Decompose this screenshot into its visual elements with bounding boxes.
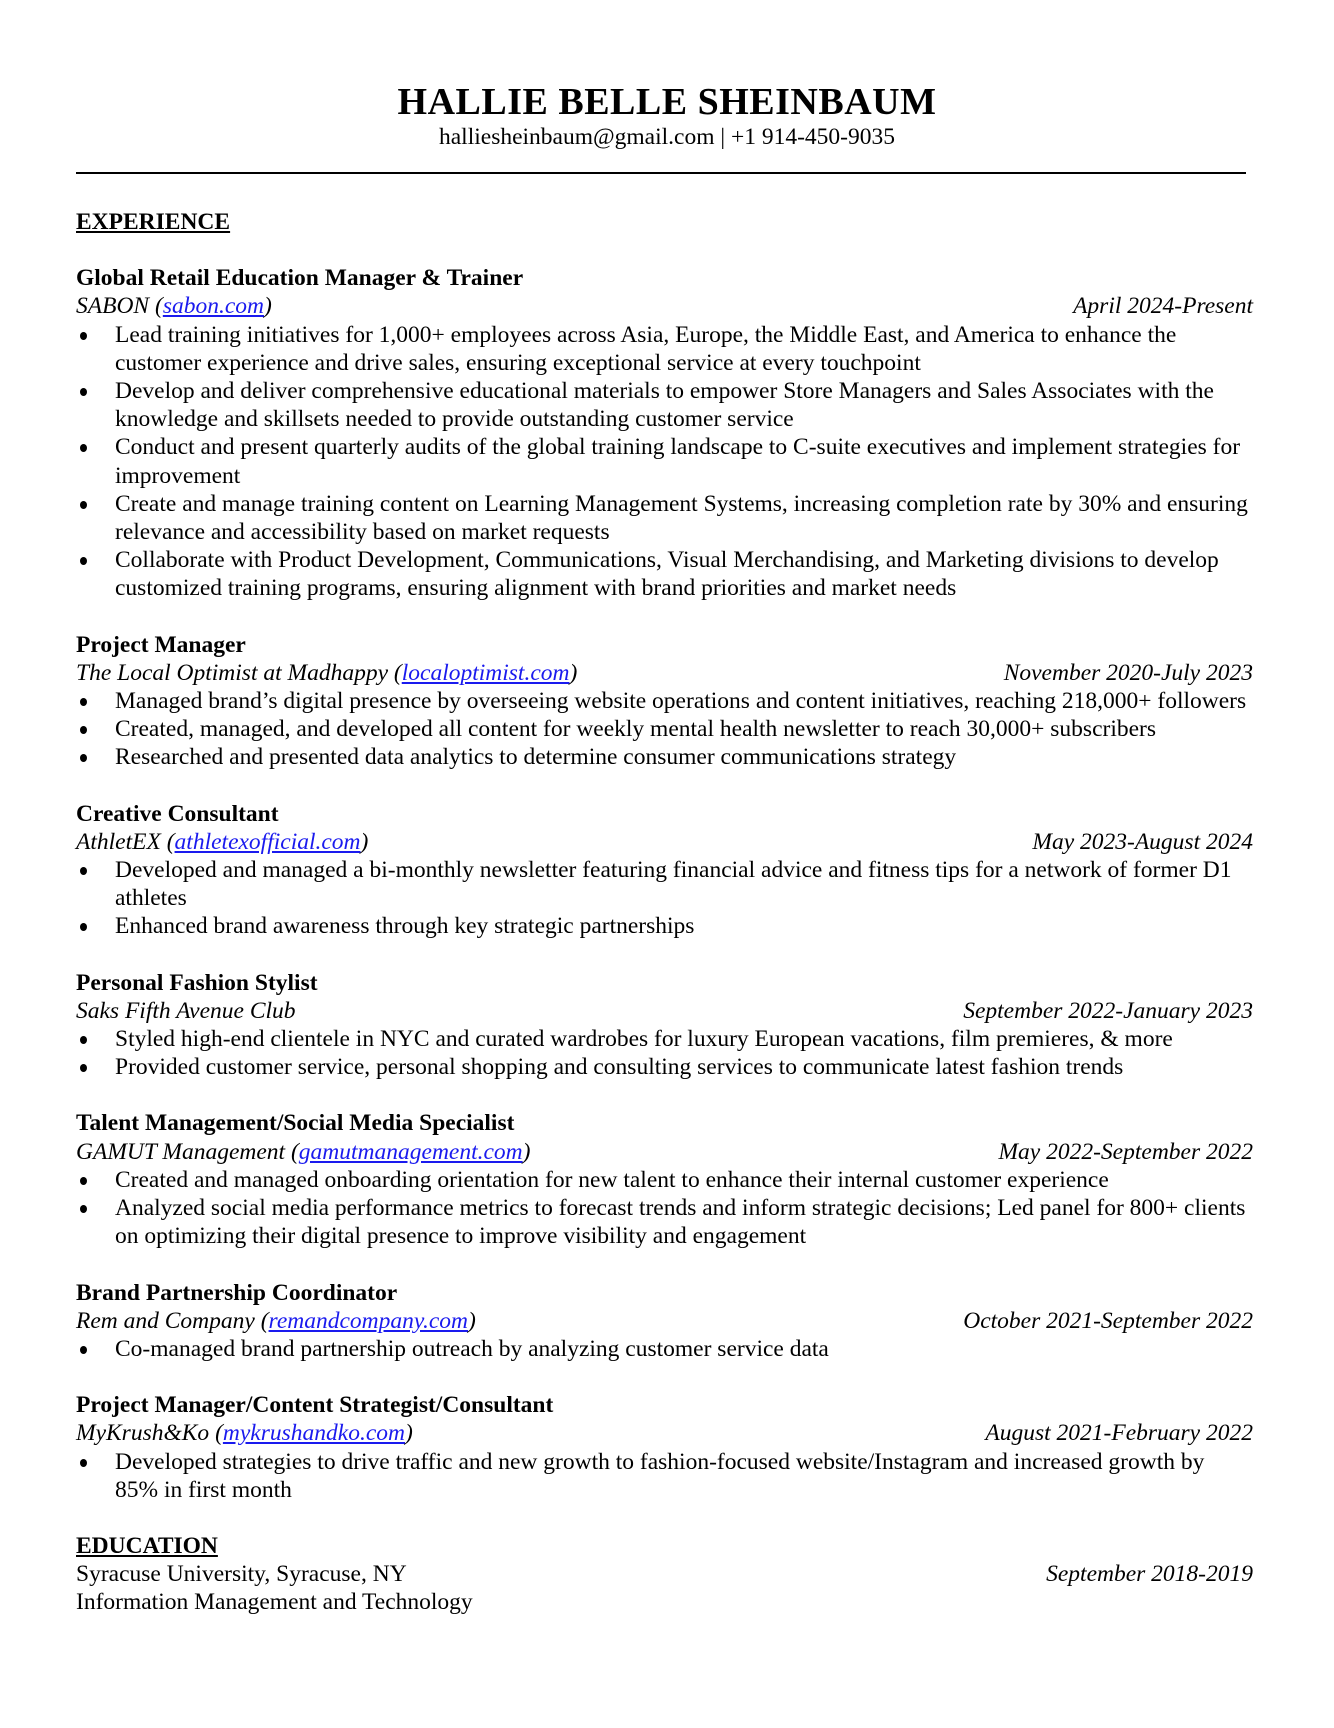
header-divider <box>76 172 1246 174</box>
bullet-item: Enhanced brand awareness through key strategic partnerships <box>115 912 1253 940</box>
job-title: Project Manager <box>76 631 246 658</box>
company: GAMUT Management (gamutmanagement.com) <box>76 1138 531 1165</box>
candidate-name: HALLIE BELLE SHEINBAUM <box>397 81 937 123</box>
job-bullets <box>76 321 1253 603</box>
job-meta <box>76 1138 1253 1166</box>
bullet-item: Managed brand’s digital presence by overseeing website operations and content initiatives, reaching 218,000+ followers <box>115 687 1253 715</box>
job-entry <box>76 969 1253 1082</box>
experience-list <box>76 264 1253 1504</box>
company-link[interactable]: mykrushandko.com <box>222 1420 405 1447</box>
bullet-item: Develop and deliver comprehensive educational materials to empower Store Managers and Sales Associates with the knowledge and skillsets needed to provide outstanding customer service <box>115 377 1253 433</box>
company: SABON (sabon.com) <box>76 293 272 320</box>
job-title: Project Manager/Content Strategist/Consultant <box>76 1392 554 1419</box>
job-meta <box>76 828 1253 856</box>
company-name: AthletEX <box>76 828 161 855</box>
company: AthletEX (athletexofficial.com) <box>76 828 369 855</box>
company-link[interactable]: gamutmanagement.com <box>298 1138 523 1165</box>
job-dates: September 2022-January 2023 <box>963 997 1253 1024</box>
job-title: Global Retail Education Manager & Trainer <box>76 265 524 292</box>
job-entry <box>76 1109 1253 1250</box>
job-dates: November 2020-July 2023 <box>1003 659 1253 686</box>
bullet-item: Co-managed brand partnership outreach by analyzing customer service data <box>115 1335 1253 1363</box>
bullet-item: Developed and managed a bi-monthly newsletter featuring financial advice and fitness tips for a network of former D1 athletes <box>115 856 1253 912</box>
job-title: Talent Management/Social Media Specialist <box>76 1110 515 1137</box>
bullet-item: Collaborate with Product Development, Communications, Visual Merchandising, and Marketing divisions to develop customized training programs, ensuring alignment with brand priorities and market needs <box>115 546 1253 602</box>
company-name: The Local Optimist at Madhappy <box>76 659 389 686</box>
company: MyKrush&Ko (mykrushandko.com) <box>76 1420 413 1447</box>
job-dates: October 2021-September 2022 <box>963 1307 1253 1334</box>
company-link[interactable]: localoptimist.com <box>401 659 570 686</box>
job-bullets <box>76 856 1253 941</box>
company-name: MyKrush&Ko <box>76 1420 210 1447</box>
bullet-item: Lead training initiatives for 1,000+ employees across Asia, Europe, the Middle East, and America to enhance the customer experience and drive sales, ensuring exceptional service at every touchpoint <box>115 321 1253 377</box>
bullet-item: Analyzed social media performance metrics to forecast trends and inform strategic decisions; Led panel for 800+ clients on optimizing their digital presence to improve visibility and engagement <box>115 1194 1253 1250</box>
bullet-item: Created and managed onboarding orientation for new talent to enhance their internal customer experience <box>115 1166 1253 1194</box>
job-meta <box>76 997 1253 1025</box>
company-link[interactable]: remandcompany.com <box>268 1307 469 1334</box>
company: Rem and Company (remandcompany.com) <box>76 1307 476 1334</box>
job-entry <box>76 631 1253 772</box>
job-entry <box>76 264 1253 602</box>
job-bullets <box>76 1335 1253 1363</box>
job-bullets <box>76 687 1253 772</box>
school: Syracuse University, Syracuse, NY <box>76 1561 407 1588</box>
bullet-item: Styled high-end clientele in NYC and curated wardrobes for luxury European vacations, film premieres, & more <box>115 1025 1253 1053</box>
job-bullets <box>76 1166 1253 1251</box>
company-name: Saks Fifth Avenue Club <box>76 997 296 1024</box>
job-dates: April 2024-Present <box>1073 293 1253 320</box>
job-bullets <box>76 1448 1253 1504</box>
education-row <box>76 1560 1253 1588</box>
company-name: GAMUT Management <box>76 1138 286 1165</box>
bullet-item: Developed strategies to drive traffic and new growth to fashion-focused website/Instagram and increased growth by 85% in first month <box>115 1448 1253 1504</box>
job-meta <box>76 659 1253 687</box>
company-name: Rem and Company <box>76 1307 255 1334</box>
job-bullets <box>76 1025 1253 1081</box>
job-meta <box>76 292 1253 320</box>
job-title: Brand Partnership Coordinator <box>76 1279 398 1306</box>
company-name: SABON <box>76 293 150 320</box>
job-entry <box>76 1391 1253 1504</box>
company: The Local Optimist at Madhappy (localoptimist.com) <box>76 659 578 686</box>
bullet-item: Create and manage training content on Learning Management Systems, increasing completion rate by 30% and ensuring relevance and accessibility based on market requests <box>115 490 1253 546</box>
company-link[interactable]: athletexofficial.com <box>174 828 361 855</box>
company <box>76 997 296 1025</box>
program: Information Management and Technology <box>76 1589 473 1616</box>
bullet-item: Created, managed, and developed all content for weekly mental health newsletter to reach 30,000+ subscribers <box>115 715 1253 743</box>
job-meta <box>76 1307 1253 1335</box>
job-entry <box>76 800 1253 941</box>
job-title: Creative Consultant <box>76 800 279 827</box>
education-section <box>76 1532 1253 1617</box>
job-dates: May 2022-September 2022 <box>998 1138 1253 1165</box>
job-dates: August 2021-February 2022 <box>985 1420 1253 1447</box>
job-entry <box>76 1279 1253 1364</box>
resume-body <box>76 208 1253 1617</box>
bullet-item: Conduct and present quarterly audits of the global training landscape to C-suite executives and implement strategies for improvement <box>115 433 1253 489</box>
contact-info: halliesheinbaum@gmail.com | +1 914-450-9035 <box>439 124 895 150</box>
experience-heading: EXPERIENCE <box>76 209 231 235</box>
education-dates: September 2018-2019 <box>1046 1561 1253 1588</box>
company-link[interactable]: sabon.com <box>162 293 264 320</box>
bullet-item: Provided customer service, personal shopping and consulting services to communicate latest fashion trends <box>115 1053 1253 1081</box>
education-heading: EDUCATION <box>76 1532 218 1559</box>
job-dates: May 2023-August 2024 <box>1032 828 1253 855</box>
job-title: Personal Fashion Stylist <box>76 969 318 996</box>
job-meta <box>76 1419 1253 1447</box>
bullet-item: Researched and presented data analytics to determine consumer communications strategy <box>115 743 1253 771</box>
